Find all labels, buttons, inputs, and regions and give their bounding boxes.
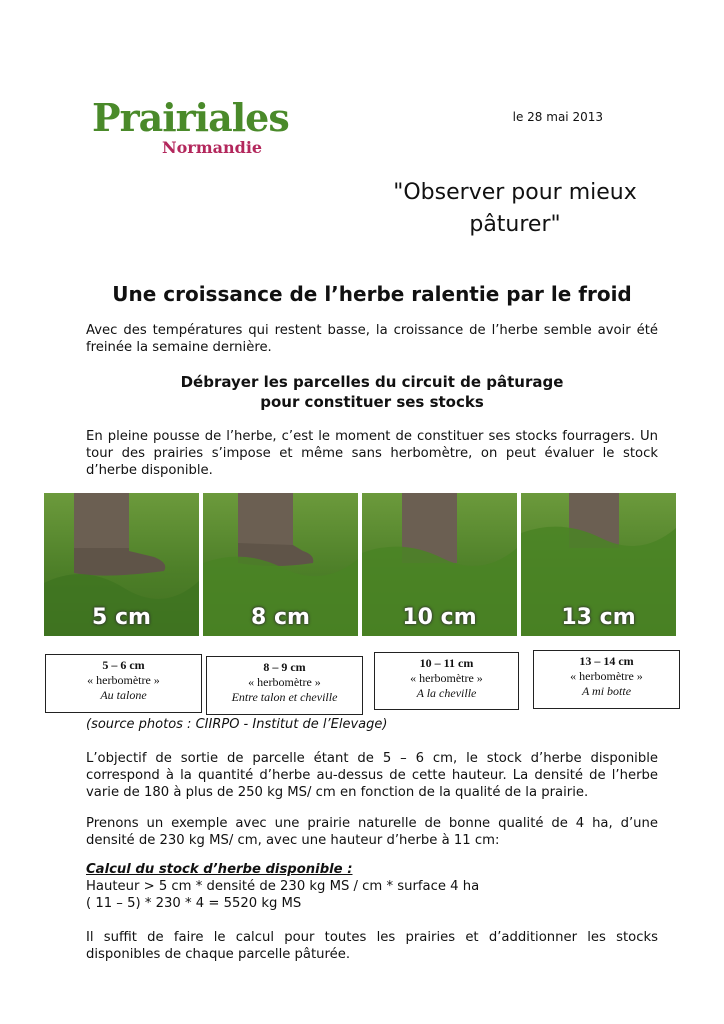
- photo-source: (source photos : CIIRPO - Institut de l’Elevage): [86, 717, 388, 732]
- paragraph-stocks: En pleine pousse de l’herbe, c’est le moment de constituer ses stocks fourragers. Un tour des prairies s’impose et même sans herbomètre, on peut évaluer le stock d’herbe disponible.: [86, 429, 658, 478]
- height-description: A mi botte: [581, 684, 632, 698]
- height-range: 13 – 14 cm: [579, 654, 634, 668]
- logo-wordmark: Prairiales: [92, 95, 289, 140]
- photo-5cm: [44, 493, 199, 636]
- tool-name: « herbomètre »: [248, 675, 321, 689]
- height-box-13cm: [533, 650, 680, 709]
- logo-subtitle: Normandie: [162, 138, 263, 157]
- paragraph-example: Prenons un exemple avec une prairie naturelle de bonne qualité de 4 ha, d’une densité de 230 kg MS/ cm, avec une hauteur d’herbe à 11 cm:: [86, 816, 658, 848]
- photo-13cm: [521, 493, 676, 636]
- height-description: Au talone: [100, 688, 147, 702]
- document-title: "Observer pour mieux pâturer": [393, 180, 637, 237]
- photo-strip: [44, 493, 678, 636]
- photo-label: 13 cm: [561, 605, 636, 630]
- calc-title: Calcul du stock d’herbe disponible :: [86, 862, 353, 877]
- paragraph-conclusion: Il suffit de faire le calcul pour toutes les prairies et d’additionner les stocks disponibles de chaque parcelle pâturée.: [86, 930, 658, 962]
- intro-paragraph: Avec des températures qui restent basse, la croissance de l’herbe semble avoir été freinée la semaine dernière.: [86, 323, 658, 355]
- photo-8cm: [203, 493, 358, 636]
- tool-name: « herbomètre »: [570, 669, 643, 683]
- photo-10cm: [362, 493, 517, 636]
- height-box-8cm: [206, 656, 363, 715]
- height-description: A la cheville: [416, 686, 477, 700]
- headline: Une croissance de l’herbe ralentie par le froid: [112, 282, 632, 306]
- photo-label: 10 cm: [402, 605, 477, 630]
- paragraph-objective: L’objectif de sortie de parcelle étant de 5 – 6 cm, le stock d’herbe disponible correspond à la quantité d’herbe au-dessus de cette hauteur. La densité de l’herbe varie de 180 à plus de 250 kg MS/ cm en fonction de la qualité de la prairie.: [86, 751, 658, 800]
- calc-result: ( 11 – 5) * 230 * 4 = 5520 kg MS: [86, 896, 302, 911]
- photo-label: 5 cm: [92, 605, 151, 630]
- height-box-5cm: [45, 654, 202, 713]
- height-range: 5 – 6 cm: [102, 658, 145, 672]
- height-range: 10 – 11 cm: [419, 656, 474, 670]
- document-date: le 28 mai 2013: [512, 110, 603, 124]
- subheading: [86, 372, 658, 412]
- subheading-line-1: Débrayer les parcelles du circuit de pâturage: [180, 373, 564, 391]
- height-description: Entre talon et cheville: [231, 690, 338, 704]
- tool-name: « herbomètre »: [87, 673, 160, 687]
- photo-label: 8 cm: [251, 605, 310, 630]
- tool-name: « herbomètre »: [410, 671, 483, 685]
- height-box-10cm: [374, 652, 519, 710]
- calc-formula: Hauteur > 5 cm * densité de 230 kg MS / cm * surface 4 ha: [86, 879, 480, 894]
- height-range: 8 – 9 cm: [263, 660, 306, 674]
- prairiales-logo: [92, 95, 289, 166]
- subheading-line-2: pour constituer ses stocks: [260, 393, 484, 411]
